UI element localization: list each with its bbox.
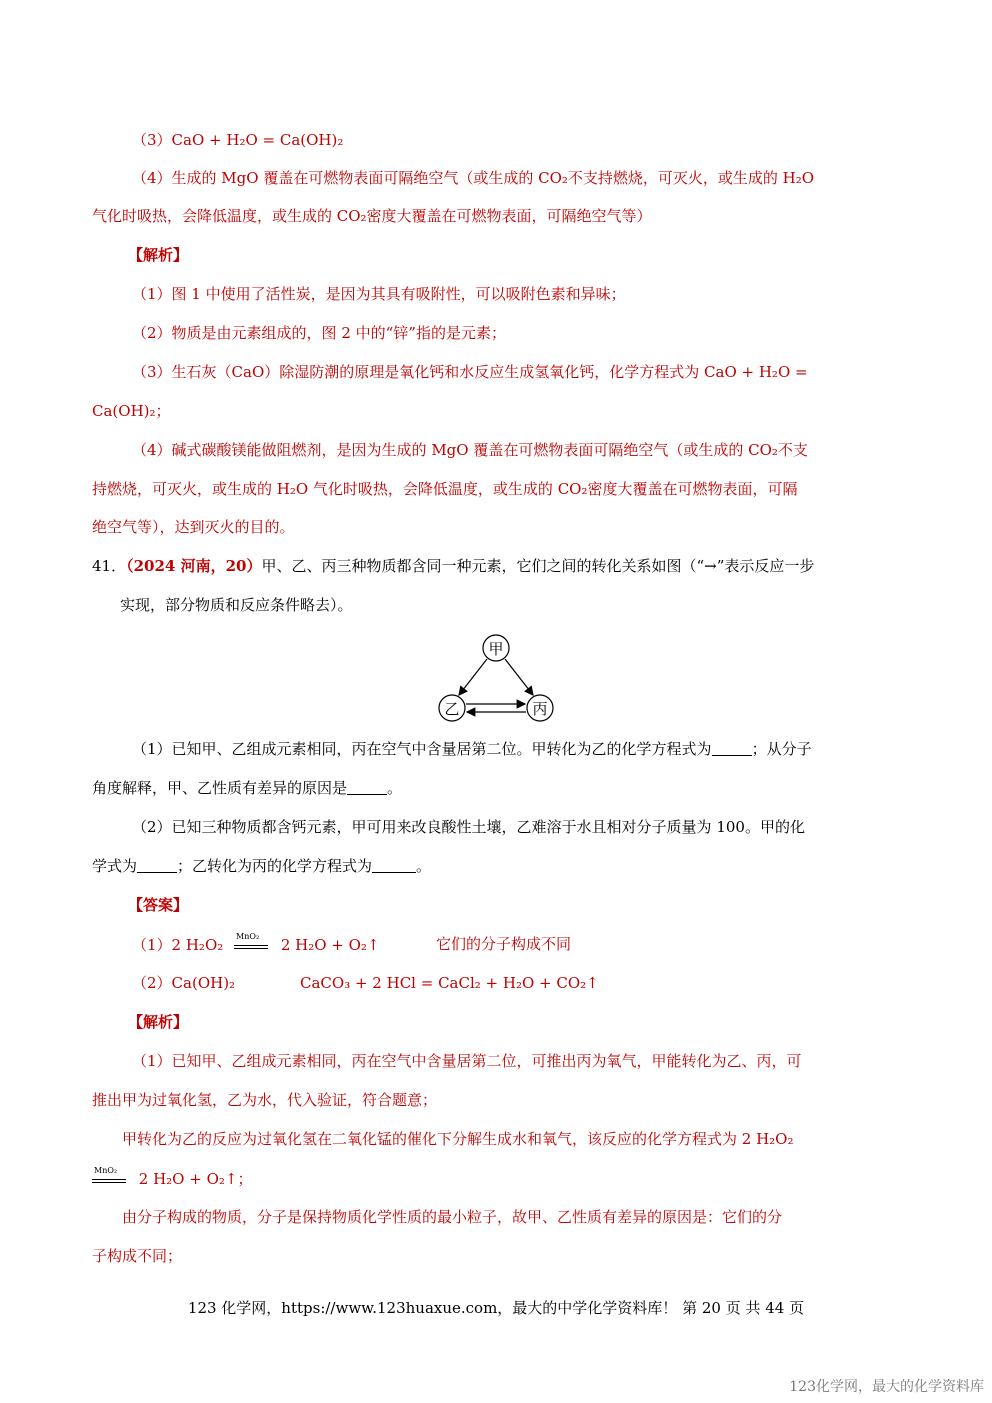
q1-line-1: [132, 739, 812, 759]
analysis-1-p3-line-1: （3）生石灰（CaO）除湿防潮的原理是氧化钙和水反应生成氢氧化钙，化学方程式为 CaO + H₂O =: [132, 363, 808, 381]
reactant: （1）2 H₂O₂: [132, 936, 224, 954]
catalyst-label: MnO₂: [236, 932, 260, 941]
reaction-condition: [234, 934, 270, 954]
analysis-1-p1: （1）图 1 中使用了活性炭，是因为其具有吸附性，可以吸附色素和异味；: [132, 285, 626, 303]
answer-blank[interactable]: [347, 780, 387, 795]
question-41-stem-line-2: 实现，部分物质和反应条件略去）。: [120, 596, 353, 614]
answer-item-4-line-1: （4）生成的 MgO 覆盖在可燃物表面可隔绝空气（或生成的 CO₂不支持燃烧，可灭火，或生成的 H₂O: [132, 169, 815, 187]
answer-2-item-2-equation: CaCO₃ + 2 HCl = CaCl₂ + H₂O + CO₂↑: [300, 974, 599, 992]
analysis-2-p2-line-1: 甲转化为乙的反应为过氧化氢在二氧化锰的催化下分解生成水和氧气，该反应的化学方程式为 2 H₂O₂: [122, 1130, 794, 1148]
page-footer: 123 化学网，https://www.123huaxue.com，最大的中学化学资料库！ 第 20 页 共 44 页: [187, 1299, 805, 1317]
analysis-2-p1-line-1: （1）已知甲、乙组成元素相同，丙在空气中含量居第二位，可推出丙为氧气，甲能转化为乙、丙，可: [132, 1052, 802, 1070]
q2-text-c: 。: [416, 857, 432, 875]
q2-text-a: 学式为: [92, 857, 138, 875]
watermark: 123化学网，最大的化学资料库: [789, 1379, 984, 1395]
analysis-2-p3-line-1: 由分子构成的物质，分子是保持物质化学性质的最小粒子，故甲、乙性质有差异的原因是：它们的分: [122, 1208, 783, 1226]
arrow-jia-to-yi: [459, 659, 487, 695]
answer-2-item-1: [132, 934, 380, 955]
analysis-1-p4-line-1: （4）碱式碳酸镁能做阻燃剂，是因为生成的 MgO 覆盖在可燃物表面可隔绝空气（或生成的 CO₂不支: [132, 441, 808, 459]
answer-blank[interactable]: [712, 741, 752, 756]
analysis-2-p1-line-2: 推出甲为过氧化氢，乙为水，代入验证，符合题意；: [92, 1091, 438, 1109]
reaction-condition: [92, 1168, 128, 1188]
analysis-label-2: 【解析】: [128, 1013, 189, 1031]
q1-line-2: [92, 778, 402, 798]
analysis-2-p3-line-2: 子构成不同；: [92, 1247, 183, 1265]
answer-blank[interactable]: [137, 858, 177, 873]
answer-item-3: （3）CaO + H₂O = Ca(OH)₂: [132, 131, 344, 149]
products: 2 H₂O + O₂↑: [280, 936, 380, 954]
q2-line-1: （2）已知三种物质都含钙元素，甲可用来改良酸性土壤，乙难溶于水且相对分子质量为 100。甲的化: [132, 818, 805, 836]
question-41-stem-line-1: [92, 556, 814, 576]
q1-line2-text: 角度解释，甲、乙性质有差异的原因是: [92, 779, 348, 797]
answer-item-4-line-2: 气化时吸热，会降低温度，或生成的 CO₂密度大覆盖在可燃物表面，可隔绝空气等）: [92, 207, 652, 225]
analysis-1-p3-line-2: Ca(OH)₂；: [92, 402, 171, 420]
q2-line-2: [92, 856, 431, 876]
analysis-label: 【解析】: [128, 246, 189, 264]
answer-2-reason: 它们的分子构成不同: [436, 935, 572, 953]
q2-text-b: ；乙转化为丙的化学方程式为: [177, 857, 373, 875]
q1-text: （1）已知甲、乙组成元素相同，丙在空气中含量居第二位。甲转化为乙的化学方程式为: [132, 740, 712, 758]
answer-label: 【答案】: [128, 896, 189, 914]
analysis-2-p2-line-2: [92, 1168, 252, 1189]
question-stem: 甲、乙、丙三种物质都含同一种元素，它们之间的转化关系如图（“→”表示反应一步: [261, 557, 815, 575]
node-yi-label: 乙: [444, 700, 460, 718]
analysis-1-p4-line-3: 绝空气等），达到灭火的目的。: [92, 518, 295, 536]
catalyst-label: MnO₂: [94, 1166, 118, 1175]
question-number: 41．: [92, 557, 127, 575]
node-jia-label: 甲: [488, 640, 504, 658]
q1-line2-tail: 。: [387, 779, 403, 797]
arrow-jia-to-bing: [505, 659, 533, 695]
products: 2 H₂O + O₂↑；: [138, 1170, 253, 1188]
q1-tail: ；从分子: [751, 740, 812, 758]
answer-2-item-2-formula: （2）Ca(OH)₂: [132, 974, 236, 992]
conversion-diagram: [425, 628, 565, 724]
question-source: （2024 河南，20）: [126, 557, 262, 575]
analysis-1-p4-line-2: 持燃烧，可灭火，或生成的 H₂O 气化时吸热，会降低温度，或生成的 CO₂密度大覆盖在可燃物表面，可隔: [92, 480, 798, 498]
answer-blank[interactable]: [372, 858, 416, 873]
analysis-1-p2: （2）物质是由元素组成的，图 2 中的“锌”指的是元素；: [132, 324, 506, 342]
node-bing-label: 丙: [532, 700, 548, 718]
